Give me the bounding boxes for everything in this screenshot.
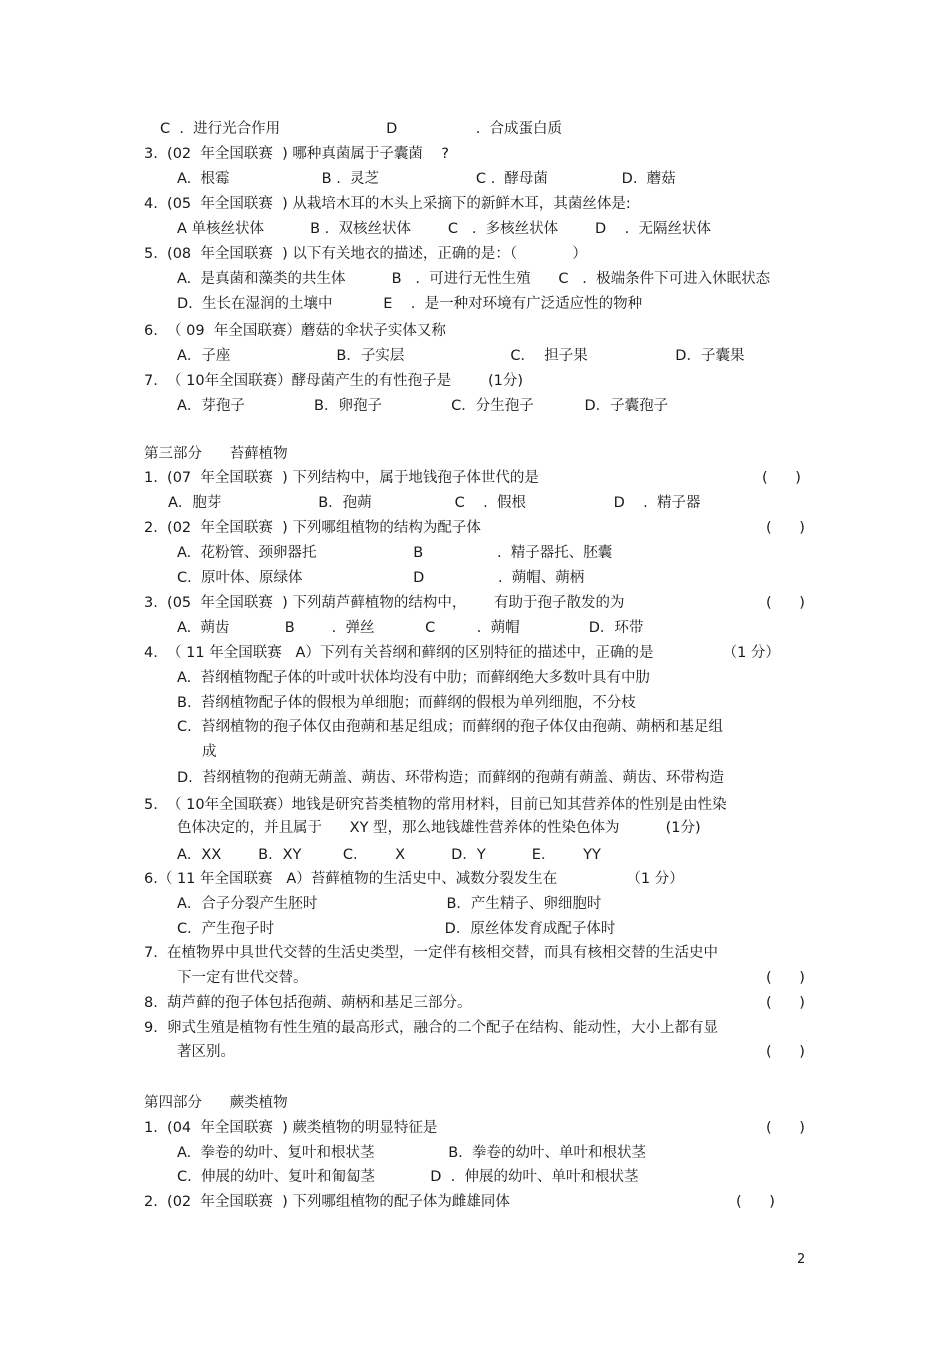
option-line: A. 苔纲植物配子体的叶或叶状体均没有中肋；而藓纲绝大多数叶具有中肋 [177,670,650,686]
question-line: 3. (02 年全国联赛 ) 哪种真菌属于子囊菌 ? [144,146,449,162]
option-line: A．芽孢子 B．卵孢子 C．分生孢子 D．子囊孢子 [177,398,669,414]
text-line: C . 进行光合作用 D . 合成蛋白质 [160,121,563,137]
answer-blank: ( ) [736,1194,775,1210]
question-line: 7. 在植物界中具世代交替的生活史类型，一定伴有核相交替，而具有核相交替的生活史中 [144,945,719,961]
question-line: 7. （ 10年全国联赛）酵母菌产生的有性孢子是 (1分) [144,373,524,389]
answer-blank: ( ) [766,970,805,986]
question-line: 2. (02 年全国联赛 ) 下列哪组植物的配子体为雌雄同体 [144,1194,510,1210]
option-line: A. 花粉管、颈卵器托 B . 精子器托、胚囊 [177,545,613,561]
option-line: 成 [202,744,217,760]
question-line: 5. （ 10年全国联赛）地钱是研究苔类植物的常用材料，目前已知其营养体的性别是由性染 [144,797,727,813]
option-line: A. 是真菌和藻类的共生体 B . 可进行无性生殖 C . 极端条件下可进入休眠状态 [177,271,771,287]
question-line: 色体决定的，并且属于 XY 型，那么地钱雄性营养体的性染色体为 (1分) [177,820,701,836]
question-line: 2. (02 年全国联赛 ) 下列哪组植物的结构为配子体 [144,520,481,536]
option-line: C. 伸展的幼叶、复叶和匍匐茎 D . 伸展的幼叶、单叶和根状茎 [177,1169,639,1185]
option-line: D. 生长在湿润的土壤中 E . 是一种对环境有广泛适应性的物种 [177,296,643,312]
answer-blank: ( ) [766,520,805,536]
option-line: A. 拳卷的幼叶、复叶和根状茎 B. 拳卷的幼叶、单叶和根状茎 [177,1145,647,1161]
option-line: A. 蒴齿 B . 弹丝 C . 蒴帽 D．环带 [177,620,644,636]
option-line: A．合子分裂产生胚时 B．产生精子、卵细胞时 [177,896,602,912]
question-line: 4. (05 年全国联赛 ) 从栽培木耳的木头上采摘下的新鲜木耳，其菌丝体是: [144,196,631,212]
question-line: 6. （ 09 年全国联赛）蘑菇的伞状子实体又称 [144,323,446,339]
option-line: B. 苔纲植物配子体的假根为单细胞；而藓纲的假根为单列细胞，不分枝 [177,695,636,711]
page-number: 2 [797,1252,806,1267]
question-line: 4. （ 11 年全国联赛 A）下列有关苔纲和藓纲的区别特征的描述中，正确的是 （1 分） [144,645,780,661]
answer-blank: ( ) [762,470,801,486]
section-heading: 第三部分 苔藓植物 [144,446,288,462]
option-line: A 单核丝状体 B . 双核丝状体 C . 多核丝状体 D . 无隔丝状体 [177,221,711,237]
question-line: 5. (08 年全国联赛 ) 以下有关地衣的描述，正确的是：（ ） [144,246,587,262]
answer-blank: ( ) [766,595,805,611]
option-line: C. 苔纲植物的孢子体仅由孢蒴和基足组成；而藓纲的孢子体仅由孢蒴、蒴柄和基足组 [177,719,723,735]
question-line: 1. (07 年全国联赛 ) 下列结构中，属于地钱孢子体世代的是 [144,470,539,486]
option-line: A．XX B．XY C． X D．Y E． YY [177,847,601,863]
section-heading: 第四部分 蕨类植物 [144,1095,288,1111]
option-line: A. 根霉 B . 灵芝 C . 酵母菌 D. 蘑菇 [177,171,676,187]
answer-blank: ( ) [766,1044,805,1060]
question-line: 下一定有世代交替。 [177,970,308,986]
question-line: 6.（ 11 年全国联赛 A）苔藓植物的生活史中、减数分裂发生在 （1 分） [144,871,684,887]
question-line: 1. (04 年全国联赛 ) 蕨类植物的明显特征是 [144,1120,438,1136]
option-line: A．子座 B．子实层 C． 担子果 D．子囊果 [177,348,745,364]
question-line: 9. 卵式生殖是植物有性生殖的最高形式，融合的二个配子在结构、能动性，大小上都有显 [144,1020,719,1036]
option-line: D. 苔纲植物的孢蒴无蒴盖、蒴齿、环带构造；而藓纲的孢蒴有蒴盖、蒴齿、环带构造 [177,770,724,786]
answer-blank: ( ) [766,1120,805,1136]
option-line: A．胞芽 B．孢蒴 C . 假根 D . 精子器 [168,495,701,511]
question-line: 3. (05 年全国联赛 ) 下列葫芦藓植物的结构中， 有助于孢子散发的为 [144,595,625,611]
question-line: 8. 葫芦藓的孢子体包括孢蒴、蒴柄和基足三部分。 [144,995,472,1011]
option-line: C．产生孢子时 D．原丝体发育成配子体时 [177,921,616,937]
question-line: 著区别。 [177,1044,235,1060]
answer-blank: ( ) [766,995,805,1011]
option-line: C. 原叶体、原绿体 D . 蒴帽、蒴柄 [177,570,585,586]
